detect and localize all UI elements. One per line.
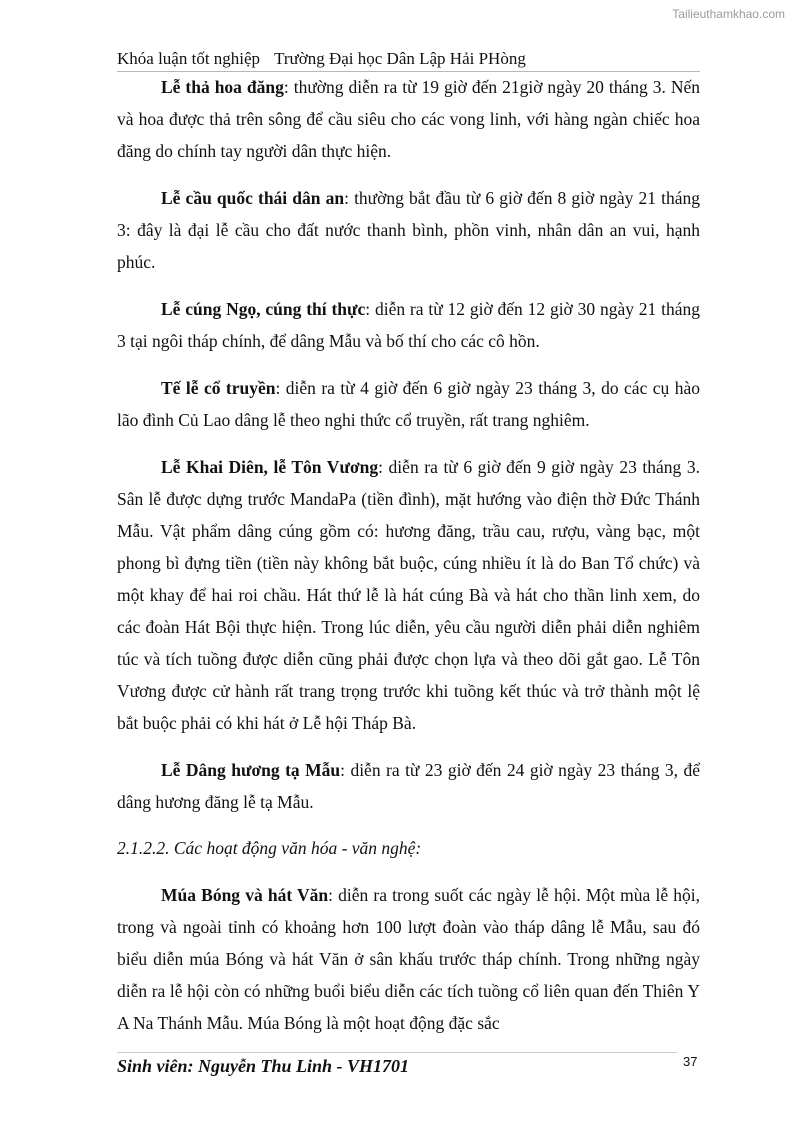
page-header <box>117 49 700 72</box>
paragraph-dang-huong <box>117 754 700 818</box>
paragraph-text: : thường bắt đầu từ 6 giờ đến 8 giờ ngày 21 tháng 3: đây là đại lễ cầu cho đất nước thanh bình, phồn vinh, nhân dân an vui, hạnh phúc. <box>117 188 700 272</box>
paragraph-hoa-dang <box>117 71 700 167</box>
header-thesis-type: Khóa luận tốt nghiệp <box>117 49 261 68</box>
paragraph-text: : diễn ra từ 6 giờ đến 9 giờ ngày 23 tháng 3. Sân lễ được dựng trước MandaPa (tiền đình), mặt hướng vào điện thờ Đức Thánh Mẫu. Vật phẩm dâng cúng gồm có: hương đăng, trầu cau, rượu, vàng bạc, một phong bì đựng tiền (tiền này không bắt buộc, cúng nhiều ít là do Ban Tổ chức) và một khay để hai roi chầu. Hát thứ lễ là hát cúng Bà và hát cho thần linh xem, do các đoàn Hát Bội thực hiện. Trong lúc diễn, yêu cầu người diễn phải diễn nghiêm túc và tích tuồng được diễn cũng phải được chọn lựa và theo dõi gắt gao. Lễ Tôn Vương được cử hành rất trang trọng trước khi tuồng kết thúc và trở thành một lệ bắt buộc phải có khi hát ở Lễ hội Tháp Bà. <box>117 457 700 733</box>
paragraph-term: Lễ thả hoa đăng <box>161 77 284 97</box>
header-university: Trường Đại học Dân Lập Hải PHòng <box>274 49 526 68</box>
paragraph-text: : thường diễn ra từ 19 giờ đến 21giờ ngày 20 tháng 3. Nến và hoa được thả trên sông để cầu siêu cho các vong linh, với hàng ngàn chiếc hoa đăng do chính tay người dân thực hiện. <box>117 77 700 161</box>
paragraph-text: : diễn ra từ 12 giờ đến 12 giờ 30 ngày 21 tháng 3 tại ngôi tháp chính, để dâng Mẫu và bố thí cho các cô hồn. <box>117 299 700 351</box>
paragraph-cung-ngo <box>117 293 700 357</box>
paragraph-term: Lễ Dâng hương tạ Mẫu <box>161 760 341 780</box>
paragraph-term: Lễ cúng Ngọ, cúng thí thực <box>161 299 366 319</box>
paragraph-text: : diễn ra từ 23 giờ đến 24 giờ ngày 23 tháng 3, để dâng hương đăng lễ tạ Mẫu. <box>117 760 700 812</box>
watermark: Tailieuthamkhao.com <box>672 7 785 21</box>
paragraph-term: Tế lễ cổ truyền <box>161 378 276 398</box>
paragraph-text: : diễn ra từ 4 giờ đến 6 giờ ngày 23 tháng 3, do các cụ hào lão đình Củ Lao dâng lễ theo nghi thức cổ truyền, rất trang nghiêm. <box>117 378 700 430</box>
section-subheading: 2.1.2.2. Các hoạt động văn hóa - văn nghệ: <box>117 838 422 858</box>
paragraph-term: Múa Bóng và hát Văn <box>161 885 329 905</box>
document-body <box>117 71 700 1039</box>
paragraph-khai-dien <box>117 451 700 739</box>
page-number: 37 <box>683 1054 698 1069</box>
footer-divider <box>117 1052 677 1053</box>
footer-author: Sinh viên: Nguyễn Thu Linh - VH1701 <box>117 1056 410 1076</box>
paragraph-mua-bong <box>117 879 700 1039</box>
paragraph-term: Lễ cầu quốc thái dân an <box>161 188 345 208</box>
paragraph-cau-quoc-thai <box>117 182 700 278</box>
paragraph-term: Lễ Khai Diên, lễ Tôn Vương <box>161 457 379 477</box>
paragraph-te-le <box>117 372 700 436</box>
paragraph-text: : diễn ra trong suốt các ngày lễ hội. Một mùa lễ hội, trong và ngoài tỉnh có khoảng hơn 100 lượt đoàn vào tháp dâng lễ Mẫu, sau đó biểu diễn múa Bóng và hát Văn ở sân khấu trước tháp chính. Trong những ngày diễn ra lễ hội còn có những buổi biểu diễn các tích tuồng cổ liên quan đến Thiên Y A Na Thánh Mẫu. Múa Bóng là một hoạt động đặc sắc <box>117 885 700 1033</box>
